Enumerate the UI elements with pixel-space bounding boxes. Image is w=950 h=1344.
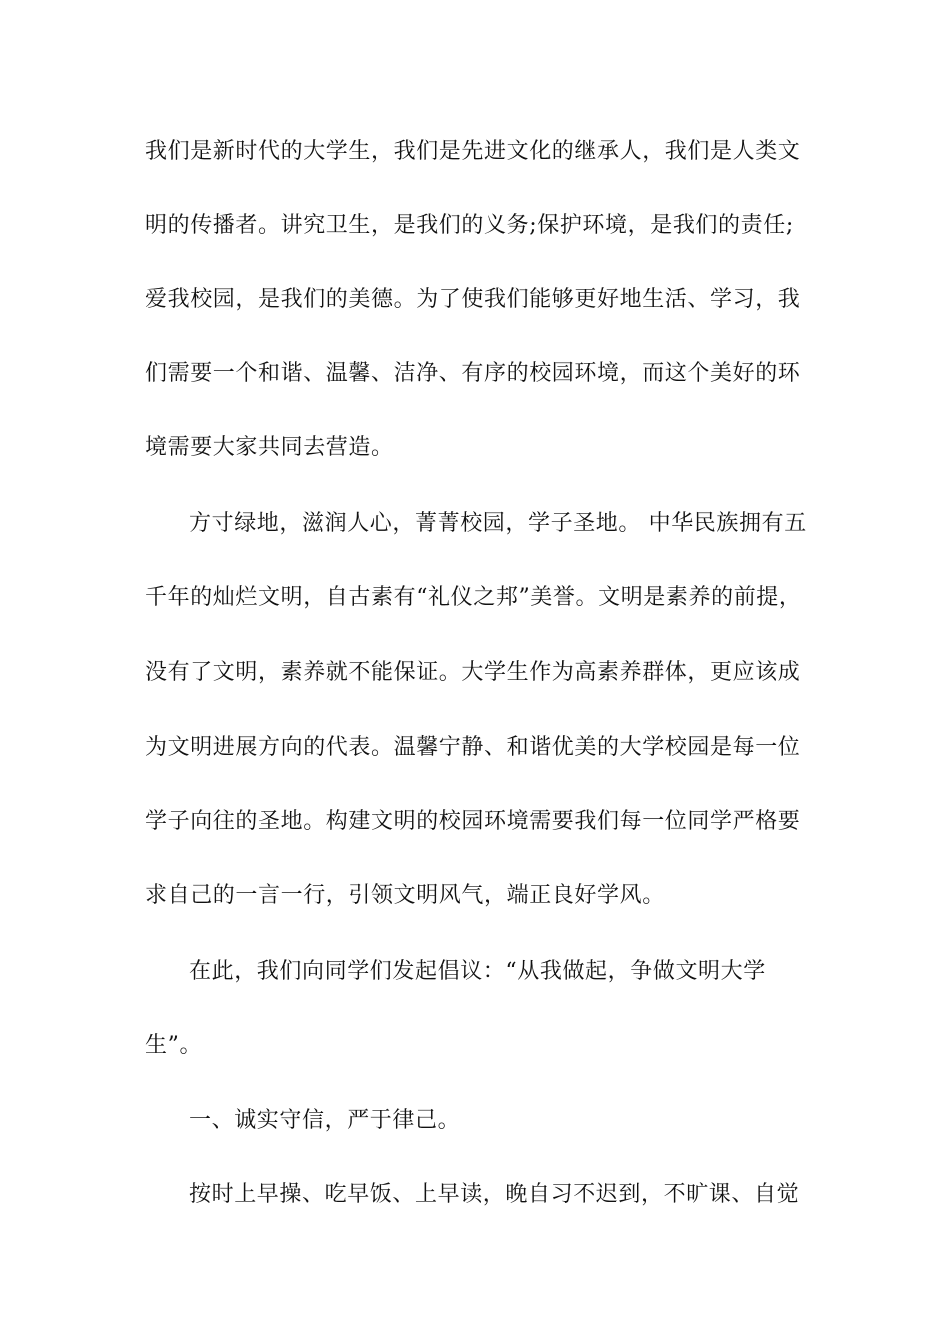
- paragraph-2-line-5: 学子向往的圣地。构建文明的校园环境需要我们每一位同学严格要: [145, 809, 801, 834]
- section-heading-1: 一、诚实守信，严于律己。: [189, 1108, 461, 1133]
- paragraph-2-line-3: 没有了文明，素养就不能保证。大学生作为高素养群体，更应该成: [145, 660, 801, 685]
- paragraph-3-line-1: 在此，我们向同学们发起倡议：“从我做起，争做文明大学: [189, 959, 766, 984]
- paragraph-1-line-2: 明的传播者。讲究卫生，是我们的义务;保护环境，是我们的责任;: [145, 213, 794, 238]
- paragraph-1-line-3: 爱我校园，是我们的美德。为了使我们能够更好地生活、学习，我: [145, 287, 801, 312]
- paragraph-3-line-2: 生”。: [145, 1033, 203, 1058]
- paragraph-5-line-1: 按时上早操、吃早饭、上早读，晚自习不迟到，不旷课、自觉: [189, 1182, 800, 1207]
- paragraph-2-line-1: 方寸绿地，滋润人心，菁菁校园，学子圣地。 中华民族拥有五: [189, 511, 807, 536]
- paragraph-1-line-4: 们需要一个和谐、温馨、洁净、有序的校园环境，而这个美好的环: [145, 361, 801, 386]
- paragraph-1-line-1: 我们是新时代的大学生，我们是先进文化的继承人，我们是人类文: [145, 139, 801, 164]
- paragraph-1-line-5: 境需要大家共同去营造。: [145, 435, 394, 460]
- paragraph-2-line-4: 为文明进展方向的代表。温馨宁静、和谐优美的大学校园是每一位: [145, 735, 801, 760]
- paragraph-2-line-6: 求自己的一言一行，引领文明风气，端正良好学风。: [145, 883, 665, 908]
- paragraph-2-line-2: 千年的灿烂文明，自古素有“礼仪之邦”美誉。文明是素养的前提，: [145, 585, 802, 610]
